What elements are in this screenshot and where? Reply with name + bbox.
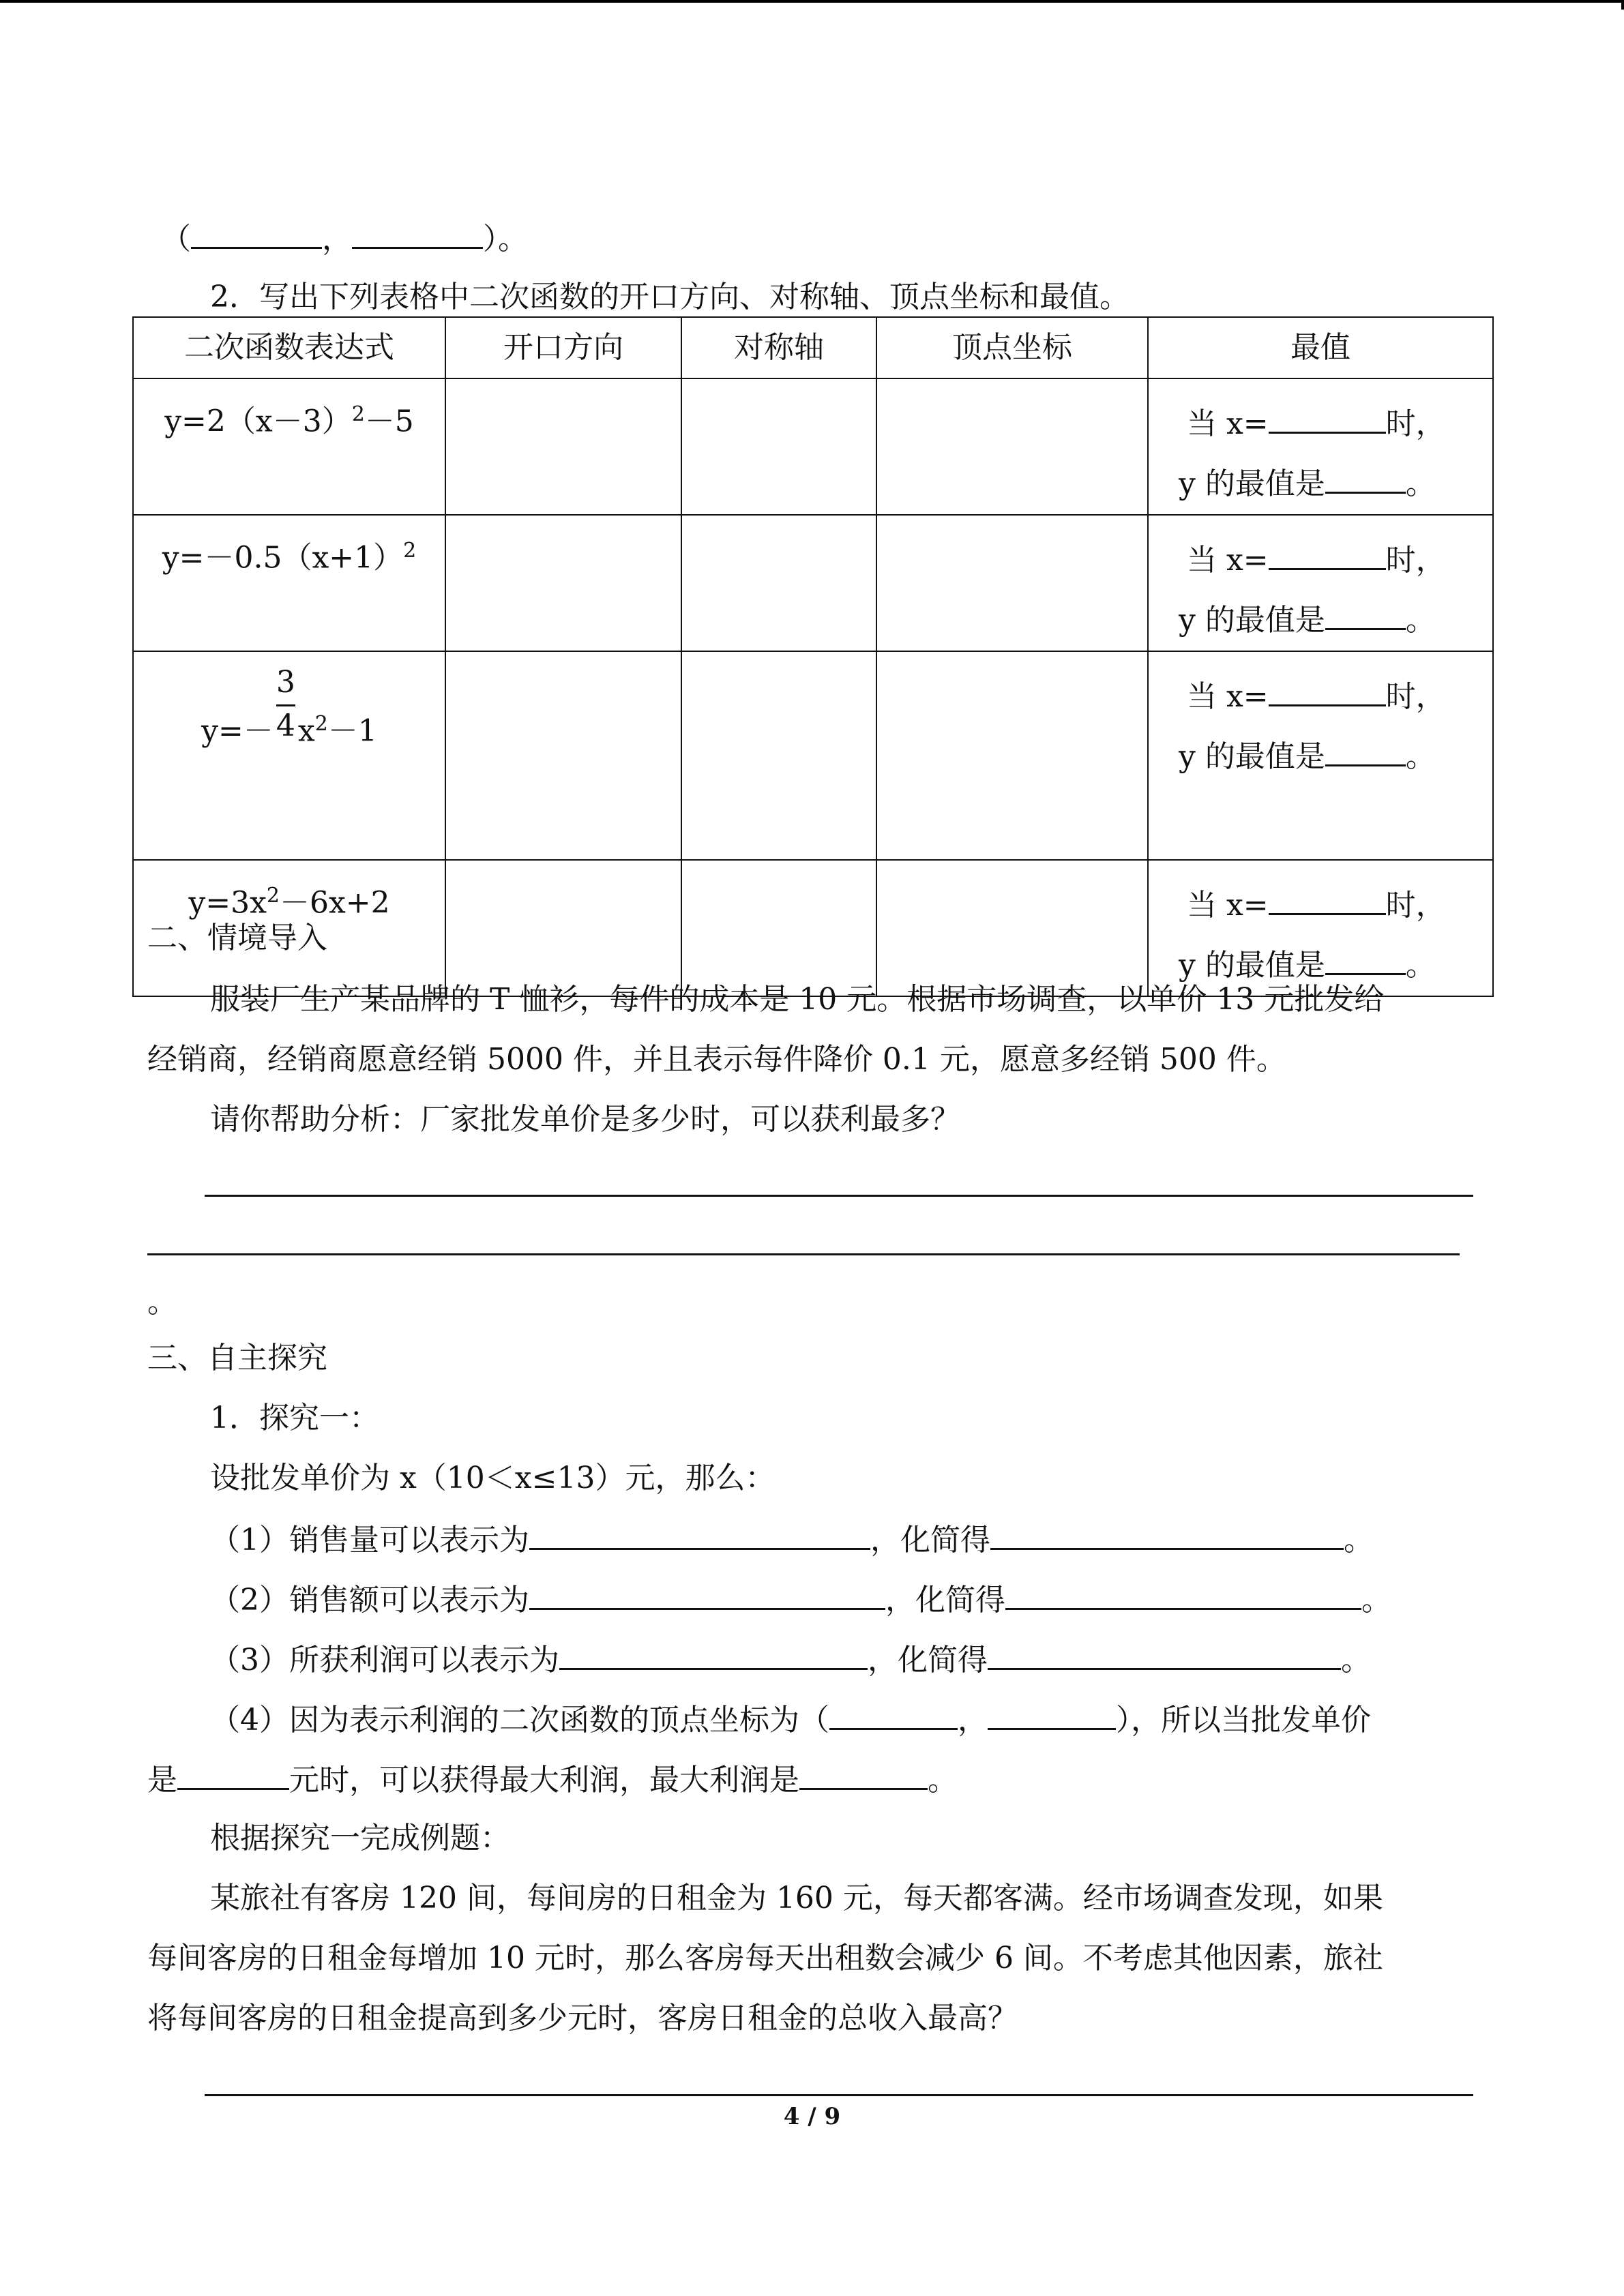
- fraction-three-quarters: $\frac{3}{4}$: [276, 664, 295, 743]
- explore-1-heading: 1．探究一：: [210, 1401, 379, 1435]
- answer-blank[interactable]: [1325, 598, 1406, 630]
- table-header-row: [133, 317, 1493, 378]
- explore-item-2: （2）销售额可以表示为 ，化简得 。: [210, 1578, 1391, 1621]
- answer-cell[interactable]: [445, 651, 681, 860]
- vertex-answer-line: （ ， ）。: [161, 217, 528, 260]
- explore-item-1: （1）销售量可以表示为 ，化简得 。: [210, 1518, 1374, 1561]
- answer-blank[interactable]: [1325, 943, 1406, 975]
- scenario-paragraph-line: 经销商，经销商愿意经销 5000 件，并且表示每件降价 0.1 元，愿意多经销 500 件。: [147, 1042, 1286, 1077]
- answer-blank[interactable]: [1269, 674, 1386, 706]
- explore-item-4-line-2: 是 元时，可以获得最大利润，最大利润是 。: [147, 1758, 958, 1801]
- header-expression: 二次函数表达式: [133, 317, 445, 378]
- function-expression: $y=3x^2-6x+2$: [133, 860, 445, 996]
- section-2-heading: 二、情境导入: [147, 921, 327, 955]
- extreme-value-cell: 当 x= 时， y 的最值是 。: [1148, 860, 1493, 996]
- task-2-instruction: 2．写出下列表格中二次函数的开口方向、对称轴、顶点坐标和最值。: [210, 280, 1130, 314]
- answer-blank[interactable]: [990, 1518, 1344, 1550]
- function-expression: y=－ $\frac{3}{4}$ $x^2-1$: [133, 651, 445, 860]
- answer-cell[interactable]: [681, 515, 876, 651]
- page-top-border: [0, 0, 1624, 3]
- table-row: [133, 651, 1493, 860]
- answer-blank[interactable]: [1269, 883, 1386, 915]
- answer-end-mark: 。: [147, 1285, 177, 1320]
- function-expression: $y=2(x-3)^2-5$: [133, 378, 445, 515]
- quadratic-function-table: [132, 316, 1494, 997]
- answer-blank[interactable]: [1325, 462, 1406, 494]
- table-row: [133, 860, 1493, 996]
- answer-blank[interactable]: [1269, 538, 1386, 570]
- answer-blank[interactable]: [177, 1758, 289, 1790]
- extreme-value-cell: 当 x= 时， y 的最值是 。: [1148, 378, 1493, 515]
- answer-cell[interactable]: [681, 651, 876, 860]
- answer-blank[interactable]: [352, 217, 483, 249]
- answer-line[interactable]: [147, 1253, 1460, 1255]
- example-problem-line: 某旅社有客房 120 间，每间房的日租金为 160 元，每天都客满。经市场调查发现，如果: [210, 1881, 1383, 1915]
- answer-blank[interactable]: [529, 1578, 885, 1610]
- table-row: [133, 378, 1493, 515]
- answer-blank[interactable]: [1005, 1578, 1361, 1610]
- answer-cell[interactable]: [681, 378, 876, 515]
- answer-line[interactable]: [205, 1195, 1473, 1197]
- example-problem-line: 每间客房的日租金每增加 10 元时，那么客房每天出租数会减少 6 间。不考虑其他因素，旅社: [147, 1941, 1383, 1976]
- section-3-heading: 三、自主探究: [147, 1341, 327, 1375]
- answer-cell[interactable]: [876, 860, 1148, 996]
- header-extreme-value: 最值: [1148, 317, 1493, 378]
- answer-blank[interactable]: [799, 1758, 928, 1790]
- answer-blank[interactable]: [559, 1638, 868, 1670]
- page-corner-mark: [1621, 0, 1624, 10]
- answer-blank[interactable]: [529, 1518, 870, 1550]
- scenario-question: 请你帮助分析：厂家批发单价是多少时，可以获利最多？: [210, 1102, 960, 1137]
- page-number: 4 / 9: [783, 2103, 841, 2130]
- answer-cell[interactable]: [681, 860, 876, 996]
- answer-blank[interactable]: [988, 1698, 1116, 1730]
- answer-blank[interactable]: [988, 1638, 1341, 1670]
- answer-cell[interactable]: [445, 515, 681, 651]
- answer-blank[interactable]: [829, 1698, 958, 1730]
- example-problem-line: 将每间客房的日租金提高到多少元时，客房日租金的总收入最高？: [147, 2001, 1018, 2036]
- table-row: [133, 515, 1493, 651]
- answer-cell[interactable]: [445, 860, 681, 996]
- answer-blank[interactable]: [191, 217, 322, 249]
- answer-cell[interactable]: [876, 651, 1148, 860]
- footer-rule: [205, 2094, 1473, 2096]
- answer-cell[interactable]: [445, 378, 681, 515]
- extreme-value-cell: 当 x= 时， y 的最值是 。: [1148, 651, 1493, 860]
- example-intro: 根据探究一完成例题：: [210, 1821, 510, 1855]
- answer-blank[interactable]: [1325, 734, 1406, 766]
- explore-item-3: （3）所获利润可以表示为 ，化简得 。: [210, 1638, 1371, 1681]
- scenario-paragraph-line: 服装厂生产某品牌的 T 恤衫，每件的成本是 10 元。根据市场调查，以单价 13 元批发给: [210, 982, 1385, 1017]
- explore-1-setup: 设批发单价为 x（10＜x≤13）元，那么：: [210, 1461, 776, 1495]
- header-opening-direction: 开口方向: [445, 317, 681, 378]
- header-axis-of-symmetry: 对称轴: [681, 317, 876, 378]
- answer-cell[interactable]: [876, 515, 1148, 651]
- function-expression: $y=-0.5(x+1)^2$: [133, 515, 445, 651]
- extreme-value-cell: 当 x= 时， y 的最值是 。: [1148, 515, 1493, 651]
- answer-cell[interactable]: [876, 378, 1148, 515]
- answer-blank[interactable]: [1269, 402, 1386, 434]
- header-vertex: 顶点坐标: [876, 317, 1148, 378]
- explore-item-4-line-1: （4）因为表示利润的二次函数的顶点坐标为（ ， ），所以当批发单价: [210, 1698, 1371, 1741]
